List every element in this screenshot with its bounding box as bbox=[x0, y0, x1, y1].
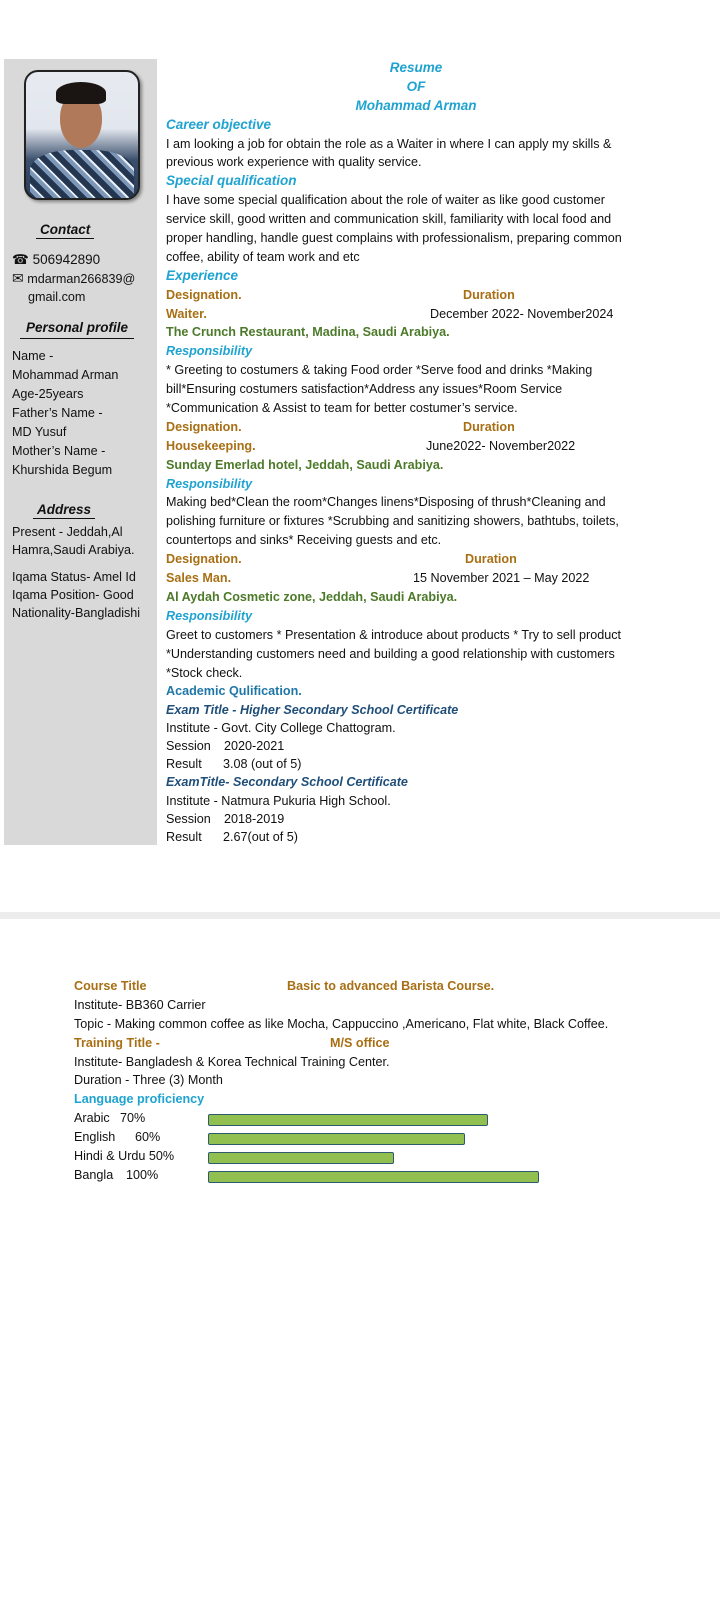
info-line: Iqama Position- Good bbox=[12, 588, 134, 602]
main-content bbox=[166, 59, 666, 846]
designation-label: Designation. bbox=[166, 419, 242, 434]
envelope-icon: ✉ bbox=[12, 270, 24, 286]
address bbox=[12, 523, 135, 559]
result-label: Result bbox=[166, 757, 202, 772]
info-line: Nationality-Bangladishi bbox=[12, 606, 141, 620]
profile-item: Age-25years bbox=[12, 387, 84, 401]
language-pct: 60% bbox=[135, 1130, 161, 1145]
session-label: Session bbox=[166, 738, 211, 753]
job-title: Sales Man. bbox=[166, 571, 232, 586]
iqama-info bbox=[12, 568, 140, 622]
session-label: Session bbox=[166, 811, 211, 826]
text-line: *Communication & Assist to team for better costumer’s service. bbox=[166, 401, 518, 416]
language-pct: 100% bbox=[126, 1167, 159, 1182]
text-line: coffee, ability of team work and etc bbox=[166, 249, 360, 264]
address-heading: Address bbox=[33, 502, 95, 519]
session-value: 2018-2019 bbox=[224, 811, 285, 826]
profile-item: Father’s Name - bbox=[12, 406, 103, 420]
profile-item: MD Yusuf bbox=[12, 425, 67, 439]
exam-title: Exam Title - Higher Secondary School Certificate bbox=[166, 702, 459, 717]
career-heading: Career objective bbox=[166, 116, 272, 132]
job-dates: 15 November 2021 – May 2022 bbox=[413, 571, 590, 586]
job-dates: June2022- November2022 bbox=[426, 438, 576, 453]
text-line: service skill, good written and communication skill, familiarity with local food and bbox=[166, 212, 612, 227]
training-duration: Duration - Three (3) Month bbox=[74, 1073, 223, 1088]
contact-heading: Contact bbox=[36, 222, 94, 239]
course-value: Basic to advanced Barista Course. bbox=[287, 979, 495, 993]
page-separator bbox=[0, 912, 720, 919]
job-title: Waiter. bbox=[166, 306, 207, 321]
language-row bbox=[74, 1147, 694, 1166]
result-value: 3.08 (out of 5) bbox=[223, 757, 302, 772]
responsibility-label: Responsibility bbox=[166, 608, 253, 623]
language-bar bbox=[208, 1152, 394, 1164]
language-row bbox=[74, 1128, 694, 1147]
text-line: proper handling, handle guest complains with professionalism, preparing common bbox=[166, 231, 622, 246]
training-institute: Institute- Bangladesh & Korea Technical Training Center. bbox=[74, 1054, 390, 1069]
info-line: Iqama Status- Amel Id bbox=[12, 570, 136, 584]
exam-institute: Institute - Natmura Pukuria High School. bbox=[166, 793, 391, 808]
text-line: I have some special qualification about the role of waiter as like good customer bbox=[166, 193, 605, 208]
session-value: 2020-2021 bbox=[224, 738, 285, 753]
text-line: polishing furniture or fixtures *Scrubbing and sanitizing showers, bathtubs, toilets, bbox=[166, 514, 619, 529]
text-line: Making bed*Clean the room*Changes linens*Disposing of thrush*Cleaning and bbox=[166, 495, 606, 510]
language-name: Bangla bbox=[74, 1167, 114, 1182]
language-heading: Language proficiency bbox=[74, 1092, 205, 1107]
language-bar bbox=[208, 1114, 488, 1126]
phone-icon: ☎ bbox=[12, 252, 29, 267]
profile-item: Name - bbox=[12, 349, 54, 363]
profile-item: Khurshida Begum bbox=[12, 463, 113, 477]
text-line: bill*Ensuring costumers satisfaction*Address any issues*Room Service bbox=[166, 382, 563, 397]
text-line: *Stock check. bbox=[166, 665, 243, 680]
training-label: Training Title - bbox=[74, 1035, 160, 1050]
phone-number: 506942890 bbox=[32, 252, 101, 267]
profile-item: Mother’s Name - bbox=[12, 444, 106, 458]
company: The Crunch Restaurant, Madina, Saudi Arabiya. bbox=[166, 325, 450, 340]
designation-label: Designation. bbox=[166, 287, 242, 302]
address-line: Hamra,Saudi Arabiya. bbox=[12, 543, 135, 557]
email-line1: mdarman266839@ bbox=[27, 272, 136, 286]
language-bar bbox=[208, 1171, 539, 1183]
job-title: Housekeeping. bbox=[166, 438, 256, 453]
language-name: English bbox=[74, 1130, 116, 1145]
company: Al Aydah Cosmetic zone, Jeddah, Saudi Arabiya. bbox=[166, 589, 458, 604]
text-line: Greet to customers * Presentation & introduce about products * Try to sell product bbox=[166, 627, 622, 642]
text-line: countertops and sinks* Receiving guests and etc. bbox=[166, 533, 442, 548]
language-bar bbox=[208, 1133, 465, 1145]
responsibility-label: Responsibility bbox=[166, 344, 253, 359]
title-of: OF bbox=[406, 78, 426, 94]
language-row bbox=[74, 1109, 694, 1128]
language-pct: 70% bbox=[120, 1111, 146, 1126]
exam-institute: Institute - Govt. City College Chattogram. bbox=[166, 720, 396, 735]
title-resume: Resume bbox=[389, 60, 443, 75]
phone bbox=[12, 251, 100, 269]
result-value: 2.67(out of 5) bbox=[223, 829, 298, 844]
training-value: M/S office bbox=[330, 1035, 390, 1050]
text-line: previous work experience with quality service. bbox=[166, 155, 422, 170]
email bbox=[12, 269, 135, 288]
responsibility-label: Responsibility bbox=[166, 476, 253, 491]
language-pct: 50% bbox=[148, 1149, 175, 1164]
language-row bbox=[74, 1166, 694, 1185]
profile-list bbox=[12, 347, 118, 479]
duration-label: Duration bbox=[465, 552, 517, 567]
experience-heading: Experience bbox=[166, 267, 239, 283]
text-line: I am looking a job for obtain the role as a Waiter in where I can apply my skills & bbox=[166, 136, 612, 151]
academic-heading: Academic Qulification. bbox=[166, 684, 302, 699]
exam-title: ExamTitle- Secondary School Certificate bbox=[166, 775, 408, 790]
course-topic: Topic - Making common coffee as like Mocha, Cappuccino ,Americano, Flat white, Black Coffee. bbox=[74, 1016, 609, 1031]
designation-label: Designation. bbox=[166, 552, 242, 567]
profile-item: Mohammad Arman bbox=[12, 368, 119, 382]
course-label: Course Title bbox=[74, 979, 147, 993]
job-dates: December 2022- November2024 bbox=[430, 306, 614, 321]
text-line: * Greeting to costumers & taking Food order *Serve food and drinks *Making bbox=[166, 363, 593, 378]
text-line: *Understanding customers need and building a good relationship with customers bbox=[166, 646, 615, 661]
title-name: Mohammad Arman bbox=[355, 97, 477, 113]
duration-label: Duration bbox=[463, 419, 515, 434]
course-institute: Institute- BB360 Carrier bbox=[74, 997, 206, 1012]
language-name: Hindi & Urdu bbox=[74, 1149, 146, 1164]
special-heading: Special qualification bbox=[166, 173, 297, 189]
company: Sunday Emerlad hotel, Jeddah, Saudi Arabiya. bbox=[166, 457, 444, 472]
duration-label: Duration bbox=[463, 287, 515, 302]
profile-photo bbox=[24, 70, 140, 200]
address-line: Present - Jeddah,Al bbox=[12, 525, 123, 539]
page-two-content bbox=[74, 977, 694, 1185]
sidebar bbox=[4, 59, 157, 845]
personal-profile-heading: Personal profile bbox=[20, 320, 134, 339]
result-label: Result bbox=[166, 829, 202, 844]
language-name: Arabic bbox=[74, 1111, 110, 1126]
email-line2: gmail.com bbox=[28, 290, 86, 304]
